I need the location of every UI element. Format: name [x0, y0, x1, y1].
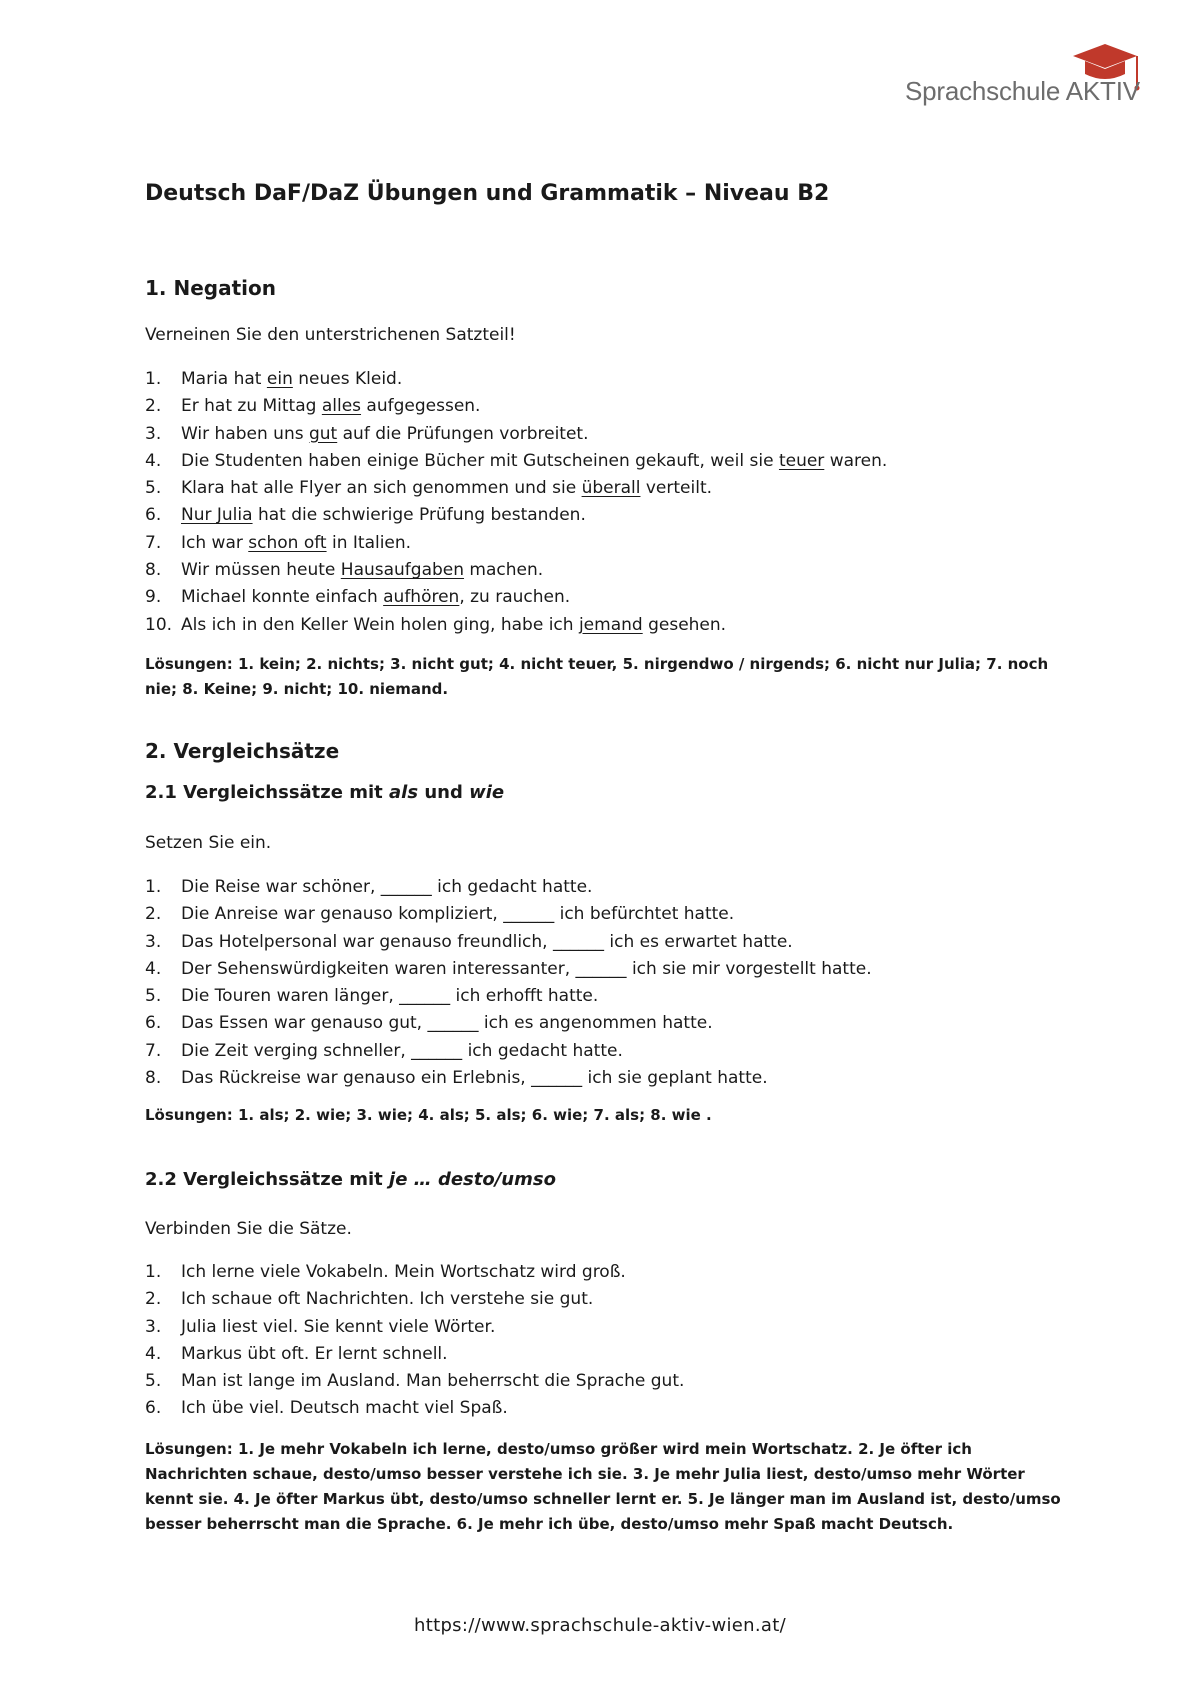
list-item: [145, 1259, 684, 1286]
item-text: Er hat zu Mittag: [181, 396, 322, 417]
underlined-phrase: aufhören: [383, 587, 460, 608]
item-number: 1.: [145, 1262, 162, 1282]
item-text: Klara hat alle Flyer an sich genommen und sie: [181, 478, 582, 499]
list-item: [145, 393, 887, 420]
item-text: Das Essen war genauso gut, ______ ich es angenommen hatte.: [181, 1013, 713, 1034]
item-text: Als ich in den Keller Wein holen ging, habe ich: [181, 614, 579, 635]
item-number: 6.: [145, 1398, 162, 1419]
underlined-phrase: alles: [321, 396, 362, 417]
item-text: gesehen.: [642, 614, 727, 635]
solutions-negation: Lösungen: 1. kein; 2. nichts; 3. nicht gut; 4. nicht teuer, 5. nirgendwo / nirgends; 6. nicht nur Julia; 7. noch nie; 8. Keine; 9. nicht; 10. niemand.: [145, 655, 1049, 698]
item-text: Ich war: [181, 532, 249, 553]
underlined-phrase: Hausaufgaben: [340, 560, 465, 581]
item-text: auf die Prüfungen vorbreitet.: [337, 423, 589, 444]
item-number: 6.: [145, 1013, 162, 1034]
page-title: Deutsch DaF/DaZ Übungen und Grammatik – Niveau B2: [145, 181, 830, 206]
item-text: Die Reise war schöner, ______ ich gedacht hatte.: [181, 877, 593, 897]
list-item: [145, 612, 887, 639]
item-text: Das Hotelpersonal war genauso freundlich, ______ ich es erwartet hatte.: [181, 931, 793, 952]
item-number: 3.: [145, 931, 162, 952]
underlined-phrase: teuer: [778, 450, 825, 471]
item-text: aufgegessen.: [361, 396, 481, 417]
exercise-list-als-wie: [145, 874, 872, 1092]
logo-text: Sprachschule AKTIV: [905, 76, 1140, 106]
underlined-phrase: jemand: [578, 614, 643, 635]
item-number: 6.: [145, 505, 162, 526]
underlined-phrase: überall: [581, 478, 641, 499]
instruction-als-wie: Setzen Sie ein.: [145, 833, 272, 853]
item-text: , zu rauchen.: [459, 587, 571, 608]
item-number: 5.: [145, 1371, 162, 1392]
item-number: 4.: [145, 958, 162, 979]
item-text: waren.: [824, 450, 888, 471]
list-item: [145, 1341, 684, 1368]
list-item: [145, 1368, 684, 1395]
list-item: [145, 929, 872, 956]
exercise-list-negation: [145, 366, 887, 639]
item-text: hat die schwierige Prüfung bestanden.: [252, 505, 586, 526]
item-number: 5.: [145, 986, 162, 1007]
list-item: [145, 530, 887, 557]
section-heading-negation: 1. Negation: [145, 276, 276, 300]
list-item: [145, 421, 887, 448]
list-item: [145, 1395, 684, 1422]
list-item: [145, 366, 887, 393]
item-number: 2.: [145, 396, 162, 417]
instruction-negation: Verneinen Sie den unterstrichenen Satzteil!: [145, 325, 516, 345]
list-item: [145, 1038, 872, 1065]
list-item: [145, 901, 872, 928]
list-item: [145, 1314, 684, 1341]
item-number: 4.: [145, 1343, 162, 1364]
list-item: [145, 448, 887, 475]
item-number: 1.: [145, 369, 162, 389]
list-item: [145, 584, 887, 611]
item-text: Das Rückreise war genauso ein Erlebnis, ______ ich sie geplant hatte.: [181, 1068, 768, 1089]
item-text: Der Sehenswürdigkeiten waren interessanter, ______ ich sie mir vorgestellt hatte.: [181, 958, 872, 979]
item-number: 9.: [145, 587, 162, 608]
item-text: Die Anreise war genauso kompliziert, ______ ich befürchtet hatte.: [181, 904, 735, 925]
item-text: Ich übe viel. Deutsch macht viel Spaß.: [181, 1398, 508, 1419]
item-text: in Italien.: [326, 532, 412, 553]
item-text: Julia liest viel. Sie kennt viele Wörter.: [181, 1316, 496, 1337]
item-text: Die Touren waren länger, ______ ich erhofft hatte.: [181, 986, 599, 1007]
list-item: [145, 475, 887, 502]
logo: [905, 42, 1155, 112]
item-number: 2.: [145, 1289, 162, 1310]
subsection-heading-als-wie: 2.1 Vergleichssätze mit als und wie: [145, 782, 505, 803]
item-text: machen.: [464, 560, 544, 581]
item-number: 4.: [145, 450, 162, 471]
footer-url[interactable]: https://www.sprachschule-aktiv-wien.at/: [414, 1615, 786, 1636]
item-number: 10.: [145, 614, 173, 635]
exercise-list-je-desto: [145, 1259, 684, 1423]
underlined-phrase: gut: [308, 423, 338, 444]
item-number: 8.: [145, 560, 162, 581]
item-number: 3.: [145, 423, 162, 444]
list-item: [145, 956, 872, 983]
solutions-als-wie: Lösungen: 1. als; 2. wie; 3. wie; 4. als; 5. als; 6. wie; 7. als; 8. wie .: [145, 1106, 712, 1124]
item-text: Markus übt oft. Er lernt schnell.: [181, 1343, 448, 1364]
list-item: [145, 557, 887, 584]
item-text: Wir haben uns: [181, 423, 309, 444]
underlined-phrase: Nur Julia: [181, 505, 253, 526]
item-text: Wir müssen heute: [181, 560, 341, 581]
list-item: [145, 1065, 872, 1092]
item-text: Michael konnte einfach: [181, 587, 384, 608]
item-number: 7.: [145, 532, 162, 553]
item-text: Maria hat: [181, 369, 267, 389]
list-item: [145, 502, 887, 529]
instruction-je-desto: Verbinden Sie die Sätze.: [145, 1219, 352, 1239]
item-text: Ich schaue oft Nachrichten. Ich verstehe sie gut.: [181, 1289, 594, 1310]
item-number: 7.: [145, 1040, 162, 1061]
item-number: 3.: [145, 1316, 162, 1337]
solutions-je-desto: Lösungen: 1. Je mehr Vokabeln ich lerne, desto/umso größer wird mein Wortschatz. 2. Je öfter ich Nachrichten schaue, desto/umso besser verstehe ich sie. 3. Je mehr Julia liest, desto/umso mehr Wörter kennt sie. 4. Je öfter Markus übt, desto/umso schneller lernt er. 5. Je länger man im Ausland ist, desto/umso besser beherrscht man die Sprache. 6. Je mehr ich übe, desto/umso mehr Spaß macht Deutsch.: [145, 1440, 1061, 1533]
item-text: Die Studenten haben einige Bücher mit Gutscheinen gekauft, weil sie: [181, 450, 779, 471]
item-number: 8.: [145, 1068, 162, 1089]
item-number: 5.: [145, 478, 162, 499]
underlined-phrase: schon oft: [248, 532, 327, 553]
item-text: Man ist lange im Ausland. Man beherrscht die Sprache gut.: [181, 1371, 685, 1392]
item-number: 1.: [145, 877, 162, 897]
underlined-phrase: ein: [266, 369, 293, 389]
item-text: verteilt.: [640, 478, 713, 499]
item-text: neues Kleid.: [292, 369, 403, 389]
item-text: Ich lerne viele Vokabeln. Mein Wortschatz wird groß.: [181, 1262, 626, 1282]
list-item: [145, 983, 872, 1010]
list-item: [145, 1010, 872, 1037]
item-number: 2.: [145, 904, 162, 925]
list-item: [145, 874, 872, 901]
subsection-heading-je-desto: 2.2 Vergleichssätze mit je … desto/umso: [145, 1169, 556, 1190]
item-text: Die Zeit verging schneller, ______ ich gedacht hatte.: [181, 1040, 623, 1061]
section-heading-vergleichsaetze: 2. Vergleichsätze: [145, 739, 340, 763]
list-item: [145, 1286, 684, 1313]
